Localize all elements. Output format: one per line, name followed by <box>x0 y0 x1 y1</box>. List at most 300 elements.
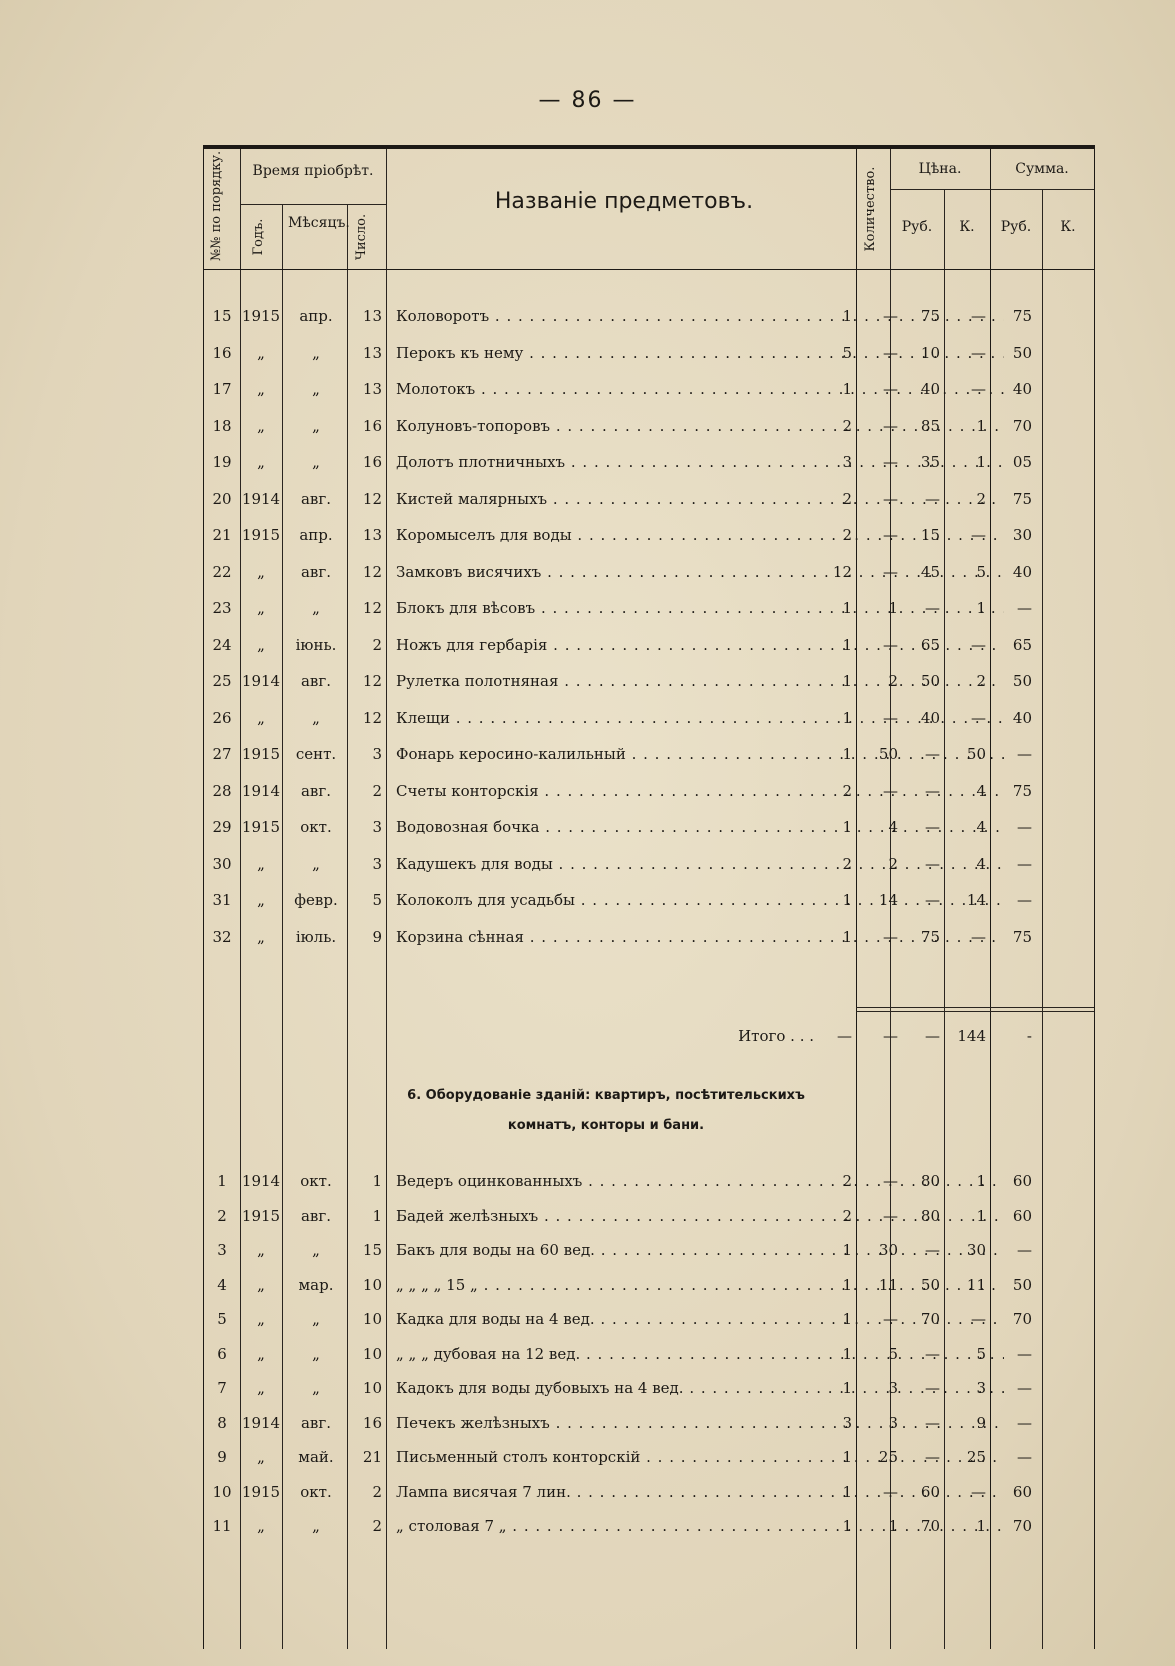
row-number-cell: 9 <box>217 1448 227 1466</box>
sum-kop-cell: 50 <box>1012 1275 1032 1294</box>
item-name-cell: Перокъ къ нему . . . <box>396 344 1004 362</box>
year-cell: 1915 <box>241 1206 281 1225</box>
price-kop-cell: — <box>925 745 940 763</box>
table-row <box>204 1233 1094 1267</box>
price-rub-cell: 3 <box>888 1379 898 1397</box>
row-number-cell: 2 <box>217 1206 227 1225</box>
price-rub-cell: — <box>883 343 898 362</box>
sum-kop-cell: 70 <box>1012 1310 1032 1328</box>
year-cell: 1914 <box>241 781 281 800</box>
price-kop-cell: 15 <box>920 526 940 544</box>
price-kop-cell: 40 <box>920 708 940 727</box>
row-number-cell: 28 <box>212 781 232 800</box>
year-cell: „ <box>257 453 265 471</box>
quantity-cell: 5 <box>842 343 852 362</box>
sum-rub-cell: — <box>971 343 986 362</box>
quantity-cell: 2 <box>842 1172 852 1190</box>
month-cell: сент. <box>295 745 337 763</box>
quantity-cell: 3 <box>842 453 852 471</box>
day-cell: 9 <box>372 927 382 946</box>
sum-kop-cell: 75 <box>1012 489 1032 508</box>
total-row <box>204 1019 1094 1053</box>
sum-rub-cell: 4 <box>976 854 986 873</box>
row-number-cell: 21 <box>212 526 232 544</box>
sum-kop-cell: 40 <box>1012 708 1032 727</box>
table-row <box>204 591 1094 625</box>
sum-rub-cell: — <box>971 380 986 398</box>
year-cell: 1915 <box>241 818 281 836</box>
price-rub-cell: — <box>883 708 898 727</box>
day-cell: 12 <box>362 599 382 617</box>
header-quantity: Количество. <box>863 166 878 252</box>
table-row <box>204 518 1094 552</box>
quantity-cell: 2 <box>842 489 852 508</box>
row-number-cell: 23 <box>212 599 232 617</box>
item-name-cell: Ведеръ оцинкованныхъ . . . <box>396 1172 1004 1190</box>
item-name-cell: Печекъ желѣзныхъ . . . <box>396 1414 1004 1432</box>
day-cell: 10 <box>362 1344 382 1363</box>
price-rub-cell: 30 <box>878 1241 898 1259</box>
row-number-cell: 4 <box>217 1275 227 1294</box>
price-kop-cell: 60 <box>920 1482 940 1501</box>
year-cell: „ <box>257 854 265 873</box>
price-rub-cell: — <box>883 1310 898 1328</box>
table-row <box>204 701 1094 735</box>
day-cell: 2 <box>372 635 382 654</box>
month-cell: „ <box>312 599 320 617</box>
row-number-cell: 1 <box>217 1172 227 1190</box>
table-row <box>204 1509 1094 1543</box>
table-row <box>204 883 1094 917</box>
price-kop-cell: 70 <box>920 1310 940 1328</box>
month-cell: „ <box>312 854 320 873</box>
sum-rub-cell: 3 <box>976 1379 986 1397</box>
table-row <box>204 299 1094 333</box>
price-kop-cell: — <box>925 599 940 617</box>
year-cell: 1914 <box>241 1413 281 1432</box>
price-rub-cell: 14 <box>878 891 898 909</box>
sum-kop-cell: — <box>1017 599 1032 617</box>
price-rub-cell: — <box>883 1482 898 1501</box>
total-label: Итого . . . <box>604 1027 814 1045</box>
sum-kop-cell: 30 <box>1012 526 1032 544</box>
sum-rub-cell: 11 <box>966 1275 986 1294</box>
month-cell: „ <box>312 380 320 398</box>
year-cell: „ <box>257 1379 265 1397</box>
header-year: Годъ. <box>251 218 266 256</box>
month-cell: „ <box>312 343 320 362</box>
item-name-cell: Коромыселъ для воды . . . <box>396 526 1004 544</box>
price-rub-cell: — <box>883 526 898 544</box>
sum-kop-cell: 65 <box>1012 635 1032 654</box>
sum-rub-cell: — <box>971 307 986 325</box>
table-row <box>204 847 1094 881</box>
item-name-cell: Замковъ висячихъ . . . <box>396 563 1004 581</box>
item-name-cell: „ „ „ дубовая на 12 вед. . . . <box>396 1345 1004 1363</box>
quantity-cell: 1 <box>842 1379 852 1397</box>
month-cell: авг. <box>300 672 331 690</box>
price-kop-cell: 10 <box>920 343 940 362</box>
item-name-cell: „ „ „ „ 15 „ . . . <box>396 1276 1004 1294</box>
item-name-cell: Блокъ для вѣсовъ . . . <box>396 599 1004 617</box>
sum-kop-cell: 60 <box>1012 1172 1032 1190</box>
quantity-cell: 12 <box>832 562 852 581</box>
day-cell: 21 <box>362 1448 382 1466</box>
sum-kop-cell: — <box>1017 1379 1032 1397</box>
price-rub-cell: — <box>883 307 898 325</box>
item-name-cell: Колуновъ-топоровъ . . . <box>396 417 1004 435</box>
month-cell: авг. <box>300 781 331 800</box>
table-row <box>204 774 1094 808</box>
sum-rub-cell: — <box>971 927 986 946</box>
price-kop-cell: 80 <box>920 1206 940 1225</box>
year-cell: „ <box>257 1241 265 1259</box>
month-cell: „ <box>312 1310 320 1328</box>
year-cell: „ <box>257 635 265 654</box>
price-kop-cell: 65 <box>920 635 940 654</box>
table-row <box>204 445 1094 479</box>
price-kop-cell: 50 <box>920 672 940 690</box>
rule <box>204 269 1094 270</box>
sum-rub-cell: 50 <box>966 745 986 763</box>
table-row <box>204 1475 1094 1509</box>
header-acquired: Время пріобрѣт. <box>252 163 374 179</box>
row-number-cell: 3 <box>217 1241 227 1259</box>
row-number-cell: 16 <box>212 343 232 362</box>
day-cell: 2 <box>372 1517 382 1535</box>
header-row-number: №№ по порядку. <box>209 150 224 262</box>
sum-kop-cell: — <box>1017 818 1032 836</box>
table-row <box>204 1337 1094 1371</box>
month-cell: іюнь. <box>295 635 337 654</box>
price-rub-cell: 2 <box>888 672 898 690</box>
header-item-name: Названіе предметовъ. <box>494 189 754 214</box>
price-rub-cell: — <box>883 1172 898 1190</box>
day-cell: 5 <box>372 891 382 909</box>
sum-rub-cell: — <box>971 1310 986 1328</box>
price-kop-cell: 85 <box>920 416 940 435</box>
day-cell: 12 <box>362 708 382 727</box>
month-cell: „ <box>312 1241 320 1259</box>
item-name-cell: Фонарь керосино-калильный . . . <box>396 745 1004 763</box>
price-kop-cell: 80 <box>920 1172 940 1190</box>
month-cell: авг. <box>300 1413 331 1432</box>
table-row <box>204 1164 1094 1198</box>
item-name-cell: Лампа висячая 7 лин. . . . <box>396 1483 1004 1501</box>
year-cell: 1915 <box>241 307 281 325</box>
header-price: Цѣна. <box>918 161 962 177</box>
price-kop-cell: — <box>925 1344 940 1363</box>
price-rub-cell: 1 <box>888 1517 898 1535</box>
day-cell: 16 <box>362 416 382 435</box>
item-name-cell: Счеты конторскія . . . <box>396 782 1004 800</box>
item-name-cell: Бадей желѣзныхъ . . . <box>396 1207 1004 1225</box>
page-number: — 86 — <box>538 88 637 113</box>
day-cell: 3 <box>372 854 382 873</box>
month-cell: окт. <box>300 818 332 836</box>
quantity-cell: 1 <box>842 672 852 690</box>
sum-kop-cell: 75 <box>1012 781 1032 800</box>
price-rub-cell: — <box>883 927 898 946</box>
day-cell: 16 <box>362 1413 382 1432</box>
table-row <box>204 1199 1094 1233</box>
quantity-cell: 2 <box>842 416 852 435</box>
price-rub-cell: — <box>883 380 898 398</box>
row-number-cell: 31 <box>212 891 232 909</box>
year-cell: „ <box>257 1275 265 1294</box>
sum-rub-cell: 14 <box>966 891 986 909</box>
year-cell: „ <box>257 927 265 946</box>
price-kop-cell: 75 <box>920 307 940 325</box>
item-name-cell: Кадушекъ для воды . . . <box>396 855 1004 873</box>
sum-rub-cell: 2 <box>976 489 986 508</box>
sum-kop-cell: — <box>1017 1413 1032 1432</box>
quantity-cell: 2 <box>842 854 852 873</box>
sum-rub-cell: 1 <box>976 1172 986 1190</box>
header-day: Число. <box>354 213 369 261</box>
year-cell: 1915 <box>241 745 281 763</box>
year-cell: 1915 <box>241 526 281 544</box>
table-row <box>204 664 1094 698</box>
item-name-cell: „ столовая 7 „ . . . <box>396 1517 1004 1535</box>
row-number-cell: 17 <box>212 380 232 398</box>
month-cell: „ <box>312 1517 320 1535</box>
sum-kop-cell: — <box>1017 854 1032 873</box>
price-rub-cell: 5 <box>888 1344 898 1363</box>
section-title: 6. Оборудованіе зданій: квартиръ, посѣтительскихъ комнатъ, конторы и бани. <box>407 1088 805 1133</box>
row-number-cell: 18 <box>212 416 232 435</box>
quantity-cell: 1 <box>842 1482 852 1501</box>
row-number-cell: 11 <box>212 1517 232 1535</box>
sum-kop-cell: — <box>1017 1344 1032 1363</box>
item-name-cell: Водовозная бочка . . . <box>396 818 1004 836</box>
month-cell: „ <box>312 453 320 471</box>
table-row <box>204 920 1094 954</box>
sum-kop-cell: 70 <box>1012 1517 1032 1535</box>
item-name-cell: Кистей малярныхъ . . . <box>396 490 1004 508</box>
sum-kop-cell: 40 <box>1012 380 1032 398</box>
price-rub-cell: 4 <box>888 818 898 836</box>
sum-kop-cell: 50 <box>1012 672 1032 690</box>
day-cell: 16 <box>362 453 382 471</box>
month-cell: апр. <box>299 526 333 544</box>
item-name-cell: Коловоротъ . . . <box>396 307 1004 325</box>
price-rub-cell: 50 <box>878 745 898 763</box>
header-price-rub: Руб. <box>901 219 933 235</box>
header-sum-kop: К. <box>1060 219 1076 235</box>
year-cell: „ <box>257 1517 265 1535</box>
total-price-rub: — <box>883 1027 898 1045</box>
table-row <box>204 628 1094 662</box>
sum-rub-cell: 1 <box>976 416 986 435</box>
day-cell: 12 <box>362 562 382 581</box>
month-cell: февр. <box>294 891 338 909</box>
price-kop-cell: 75 <box>920 927 940 946</box>
year-cell: 1914 <box>241 489 281 508</box>
year-cell: 1914 <box>241 672 281 690</box>
year-cell: „ <box>257 343 265 362</box>
quantity-cell: 1 <box>842 380 852 398</box>
sum-rub-cell: — <box>971 708 986 727</box>
header-price-kop: К. <box>959 219 975 235</box>
month-cell: мар. <box>298 1275 334 1294</box>
row-number-cell: 10 <box>212 1482 232 1501</box>
quantity-cell: 1 <box>842 307 852 325</box>
quantity-cell: 1 <box>842 599 852 617</box>
year-cell: 1914 <box>241 1172 281 1190</box>
row-number-cell: 26 <box>212 708 232 727</box>
day-cell: 3 <box>372 818 382 836</box>
sum-rub-cell: 5 <box>976 562 986 581</box>
table-row <box>204 372 1094 406</box>
price-kop-cell: — <box>925 891 940 909</box>
table-row <box>204 1268 1094 1302</box>
day-cell: 10 <box>362 1310 382 1328</box>
table-row <box>204 810 1094 844</box>
row-number-cell: 5 <box>217 1310 227 1328</box>
sum-kop-cell: 75 <box>1012 307 1032 325</box>
item-name-cell: Корзина сѣнная . . . <box>396 928 1004 946</box>
item-name-cell: Молотокъ . . . <box>396 380 1004 398</box>
quantity-cell: 1 <box>842 1275 852 1294</box>
month-cell: авг. <box>300 562 331 581</box>
day-cell: 10 <box>362 1275 382 1294</box>
day-cell: 13 <box>362 526 382 544</box>
price-kop-cell: — <box>925 1413 940 1432</box>
day-cell: 10 <box>362 1379 382 1397</box>
sum-kop-cell: 40 <box>1012 562 1032 581</box>
rule <box>240 204 386 205</box>
quantity-cell: 2 <box>842 781 852 800</box>
row-number-cell: 6 <box>217 1344 227 1363</box>
row-number-cell: 32 <box>212 927 232 946</box>
day-cell: 13 <box>362 307 382 325</box>
month-cell: „ <box>312 416 320 435</box>
year-cell: „ <box>257 599 265 617</box>
year-cell: „ <box>257 891 265 909</box>
price-rub-cell: — <box>883 1206 898 1225</box>
price-rub-cell: — <box>883 635 898 654</box>
row-number-cell: 19 <box>212 453 232 471</box>
item-name-cell: Кадокъ для воды дубовыхъ на 4 вед. . . . <box>396 1379 1004 1397</box>
table-row <box>204 555 1094 589</box>
price-kop-cell: — <box>925 781 940 800</box>
day-cell: 1 <box>372 1206 382 1225</box>
table-row <box>204 1440 1094 1474</box>
month-cell: „ <box>312 1344 320 1363</box>
month-cell: авг. <box>300 1206 331 1225</box>
row-number-cell: 20 <box>212 489 232 508</box>
sum-kop-cell: 60 <box>1012 1482 1032 1501</box>
quantity-cell: 1 <box>842 1448 852 1466</box>
table-row <box>204 1371 1094 1405</box>
price-rub-cell: 2 <box>888 854 898 873</box>
item-name-cell: Клещи . . . <box>396 709 1004 727</box>
price-kop-cell: 45 <box>920 562 940 581</box>
sum-rub-cell: 1 <box>976 1206 986 1225</box>
row-number-cell: 15 <box>212 307 232 325</box>
year-cell: „ <box>257 1344 265 1363</box>
year-cell: „ <box>257 1448 265 1466</box>
price-rub-cell: — <box>883 416 898 435</box>
month-cell: апр. <box>299 307 333 325</box>
sum-kop-cell: 50 <box>1012 343 1032 362</box>
sum-rub-cell: 2 <box>976 672 986 690</box>
day-cell: 13 <box>362 343 382 362</box>
item-name-cell: Бакъ для воды на 60 вед. . . . <box>396 1241 1004 1259</box>
month-cell: іюль. <box>295 927 337 946</box>
price-kop-cell: — <box>925 854 940 873</box>
price-kop-cell: 35 <box>920 453 940 471</box>
rule <box>890 189 1094 190</box>
year-cell: „ <box>257 1310 265 1328</box>
price-rub-cell: 25 <box>878 1448 898 1466</box>
day-cell: 13 <box>362 380 382 398</box>
day-cell: 3 <box>372 745 382 763</box>
price-rub-cell: — <box>883 489 898 508</box>
table-row <box>204 336 1094 370</box>
day-cell: 15 <box>362 1241 382 1259</box>
item-name-cell: Кадка для воды на 4 вед. . . . <box>396 1310 1004 1328</box>
sum-rub-cell: 5 <box>976 1344 986 1363</box>
sum-rub-cell: 1 <box>976 599 986 617</box>
table-row <box>204 1406 1094 1440</box>
sum-kop-cell: — <box>1017 891 1032 909</box>
quantity-cell: 1 <box>842 818 852 836</box>
table-row <box>204 737 1094 771</box>
price-rub-cell: 1 <box>888 599 898 617</box>
price-kop-cell: — <box>925 1379 940 1397</box>
year-cell: „ <box>257 708 265 727</box>
sum-kop-cell: 05 <box>1012 453 1032 471</box>
quantity-cell: 1 <box>842 635 852 654</box>
day-cell: 12 <box>362 489 382 508</box>
total-quantity: — <box>837 1027 852 1045</box>
day-cell: 2 <box>372 781 382 800</box>
month-cell: „ <box>312 708 320 727</box>
sum-rub-cell: 4 <box>976 818 986 836</box>
quantity-cell: 3 <box>842 1413 852 1432</box>
quantity-cell: 1 <box>842 745 852 763</box>
sum-rub-cell: 1 <box>976 1517 986 1535</box>
item-name-cell: Письменный столъ конторскій . . . <box>396 1448 1004 1466</box>
sum-rub-cell: — <box>971 1482 986 1501</box>
day-cell: 2 <box>372 1482 382 1501</box>
quantity-cell: 1 <box>842 927 852 946</box>
sum-rub-cell: 1 <box>976 453 986 471</box>
item-name-cell: Долотъ плотничныхъ . . . <box>396 453 1004 471</box>
quantity-cell: 1 <box>842 1517 852 1535</box>
sum-kop-cell: — <box>1017 1241 1032 1259</box>
price-kop-cell: 70 <box>920 1517 940 1535</box>
row-number-cell: 29 <box>212 818 232 836</box>
month-cell: май. <box>298 1448 334 1466</box>
sum-rub-cell: — <box>971 635 986 654</box>
sum-rub-cell: 30 <box>966 1241 986 1259</box>
month-cell: авг. <box>300 489 331 508</box>
ledger-table <box>203 145 1095 1649</box>
sum-rub-cell: 25 <box>966 1448 986 1466</box>
month-cell: „ <box>312 1379 320 1397</box>
price-rub-cell: 11 <box>878 1275 898 1294</box>
row-number-cell: 25 <box>212 672 232 690</box>
item-name-cell: Рулетка полотняная . . . <box>396 672 1004 690</box>
price-rub-cell: — <box>883 562 898 581</box>
sum-rub-cell: — <box>971 526 986 544</box>
sum-kop-cell: 60 <box>1012 1206 1032 1225</box>
table-row <box>204 1302 1094 1336</box>
total-sum-rub: 144 <box>957 1027 986 1045</box>
